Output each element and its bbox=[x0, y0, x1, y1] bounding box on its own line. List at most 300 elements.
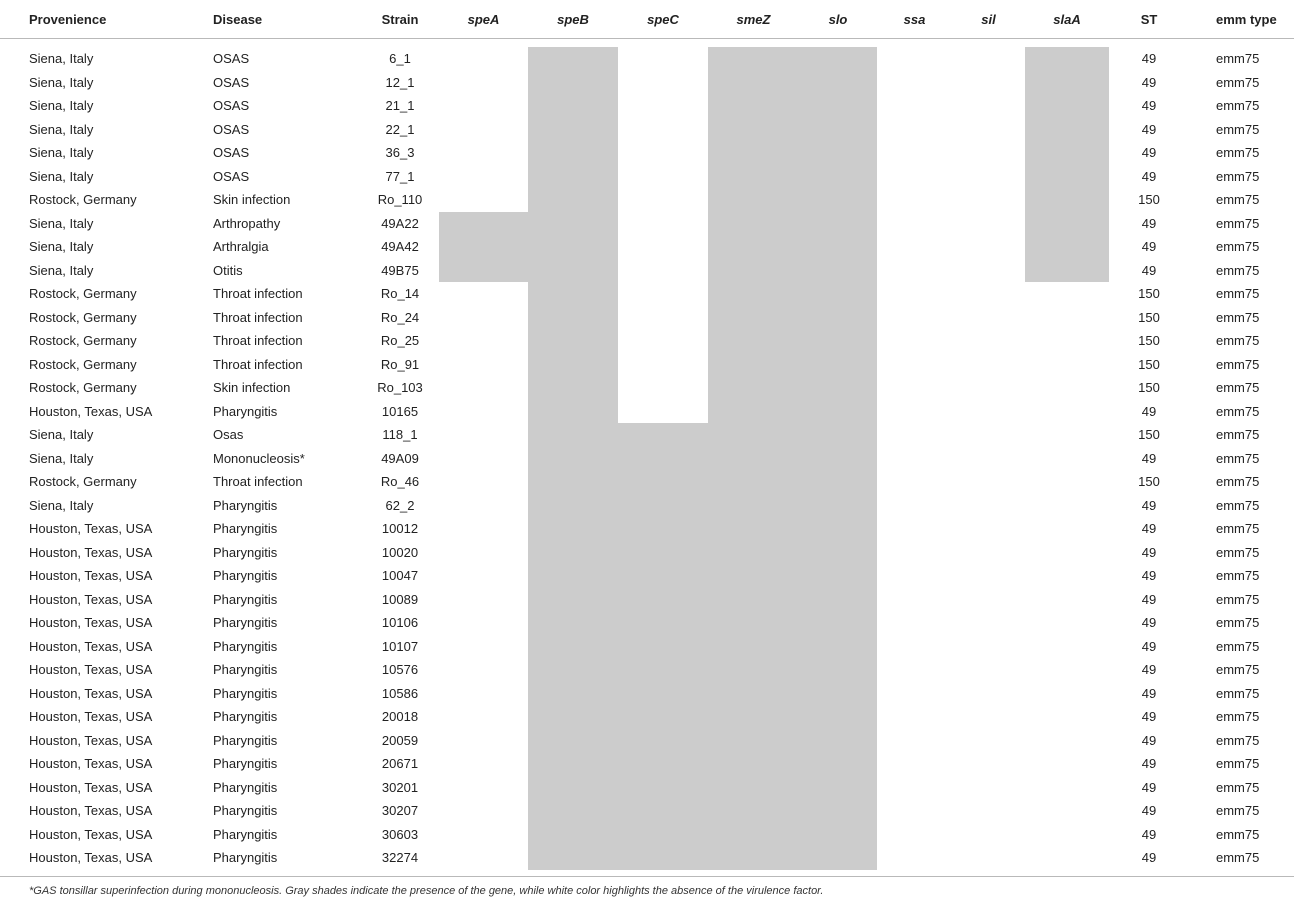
gene-present-spec bbox=[618, 682, 708, 705]
gene-present-speb bbox=[528, 541, 618, 564]
cell-st: 49 bbox=[1141, 263, 1157, 278]
cell-strain: 10047 bbox=[381, 568, 419, 583]
cell-emm: emm75 bbox=[1216, 686, 1260, 701]
gene-present-speb bbox=[528, 329, 618, 353]
cell-strain: 10106 bbox=[381, 615, 419, 630]
gene-present-speb bbox=[528, 188, 618, 212]
gene-present-speb bbox=[528, 799, 618, 823]
gene-present-smez bbox=[708, 447, 799, 470]
gene-present-slo bbox=[799, 658, 877, 682]
cell-strain: 30603 bbox=[381, 827, 419, 842]
cell-emm: emm75 bbox=[1216, 733, 1260, 748]
cell-strain: Ro_110 bbox=[377, 192, 423, 207]
cell-st: 49 bbox=[1141, 498, 1157, 513]
cell-strain: 10107 bbox=[381, 639, 419, 654]
cell-strain: 10586 bbox=[381, 686, 419, 701]
cell-strain: Ro_91 bbox=[380, 357, 420, 372]
gene-present-slo bbox=[799, 588, 877, 611]
cell-emm: emm75 bbox=[1216, 427, 1260, 442]
cell-st: 49 bbox=[1141, 615, 1157, 630]
gene-present-spec bbox=[618, 729, 708, 752]
cell-provenience: Siena, Italy bbox=[29, 51, 94, 66]
cell-st: 49 bbox=[1141, 521, 1157, 536]
cell-emm: emm75 bbox=[1216, 615, 1260, 630]
cell-emm: emm75 bbox=[1216, 474, 1260, 489]
cell-provenience: Houston, Texas, USA bbox=[29, 639, 153, 654]
cell-provenience: Houston, Texas, USA bbox=[29, 545, 153, 560]
cell-disease: Throat infection bbox=[213, 357, 303, 372]
cell-emm: emm75 bbox=[1216, 263, 1260, 278]
cell-provenience: Siena, Italy bbox=[29, 122, 94, 137]
table-footnote: *GAS tonsillar superinfection during mononucleosis. Gray shades indicate the presence of the gene, while white color highlights the absence of the virulence factor. bbox=[29, 885, 824, 897]
gene-present-speb bbox=[528, 494, 618, 517]
gene-present-spec bbox=[618, 846, 708, 870]
cell-provenience: Siena, Italy bbox=[29, 451, 94, 466]
cell-st: 49 bbox=[1141, 404, 1157, 419]
cell-st: 150 bbox=[1138, 357, 1160, 372]
cell-strain: 10165 bbox=[381, 404, 419, 419]
cell-disease: Pharyngitis bbox=[213, 545, 278, 560]
gene-present-spec bbox=[618, 658, 708, 682]
gene-present-speb bbox=[528, 447, 618, 470]
gene-present-speb bbox=[528, 564, 618, 588]
cell-strain: 49A22 bbox=[381, 216, 419, 231]
gene-present-smez bbox=[708, 752, 799, 776]
cell-st: 49 bbox=[1141, 709, 1157, 724]
cell-disease: OSAS bbox=[213, 145, 250, 160]
cell-provenience: Siena, Italy bbox=[29, 216, 94, 231]
gene-present-speb bbox=[528, 729, 618, 752]
gene-present-spea bbox=[439, 235, 528, 259]
cell-strain: 10576 bbox=[381, 662, 419, 677]
cell-provenience: Rostock, Germany bbox=[29, 310, 137, 325]
gene-present-slaa bbox=[1025, 47, 1109, 71]
gene-present-spec bbox=[618, 611, 708, 635]
gene-present-smez bbox=[708, 494, 799, 517]
column-header-emm: emm type bbox=[1216, 12, 1277, 27]
cell-st: 49 bbox=[1141, 780, 1157, 795]
gene-present-slo bbox=[799, 235, 877, 259]
gene-present-slo bbox=[799, 799, 877, 823]
gene-present-smez bbox=[708, 188, 799, 212]
cell-strain: Ro_25 bbox=[380, 333, 420, 348]
cell-disease: OSAS bbox=[213, 98, 250, 113]
cell-provenience: Siena, Italy bbox=[29, 169, 94, 184]
gene-present-slo bbox=[799, 400, 877, 423]
cell-st: 150 bbox=[1138, 192, 1160, 207]
gene-present-slo bbox=[799, 611, 877, 635]
gene-present-speb bbox=[528, 376, 618, 400]
cell-provenience: Houston, Texas, USA bbox=[29, 780, 153, 795]
gene-present-slo bbox=[799, 306, 877, 329]
cell-provenience: Siena, Italy bbox=[29, 98, 94, 113]
gene-present-slo bbox=[799, 517, 877, 541]
cell-provenience: Siena, Italy bbox=[29, 498, 94, 513]
cell-strain: 49A09 bbox=[381, 451, 419, 466]
gene-present-spec bbox=[618, 470, 708, 494]
cell-disease: Pharyngitis bbox=[213, 498, 278, 513]
cell-provenience: Houston, Texas, USA bbox=[29, 615, 153, 630]
cell-disease: Osas bbox=[213, 427, 244, 442]
cell-provenience: Rostock, Germany bbox=[29, 192, 137, 207]
cell-provenience: Houston, Texas, USA bbox=[29, 568, 153, 583]
cell-emm: emm75 bbox=[1216, 404, 1260, 419]
cell-provenience: Houston, Texas, USA bbox=[29, 709, 153, 724]
gene-present-slo bbox=[799, 329, 877, 353]
cell-disease: Pharyngitis bbox=[213, 827, 278, 842]
gene-present-slo bbox=[799, 470, 877, 494]
gene-present-smez bbox=[708, 564, 799, 588]
cell-st: 150 bbox=[1138, 474, 1160, 489]
cell-provenience: Houston, Texas, USA bbox=[29, 592, 153, 607]
cell-disease: Mononucleosis* bbox=[213, 451, 305, 466]
cell-emm: emm75 bbox=[1216, 51, 1260, 66]
gene-present-slo bbox=[799, 423, 877, 447]
gene-present-spec bbox=[618, 588, 708, 611]
gene-present-smez bbox=[708, 71, 799, 94]
cell-disease: OSAS bbox=[213, 51, 250, 66]
cell-strain: 118_1 bbox=[382, 427, 418, 442]
gene-present-speb bbox=[528, 94, 618, 118]
gene-present-speb bbox=[528, 165, 618, 188]
gene-present-smez bbox=[708, 541, 799, 564]
cell-st: 150 bbox=[1138, 333, 1160, 348]
gene-present-smez bbox=[708, 118, 799, 141]
cell-disease: Arthropathy bbox=[213, 216, 281, 231]
column-header-spec: speC bbox=[647, 12, 679, 27]
cell-st: 150 bbox=[1138, 310, 1160, 325]
cell-st: 150 bbox=[1138, 380, 1160, 395]
gene-present-slo bbox=[799, 846, 877, 870]
gene-present-slaa bbox=[1025, 118, 1109, 141]
cell-strain: 21_1 bbox=[385, 98, 415, 113]
cell-disease: Throat infection bbox=[213, 333, 303, 348]
header-rule bbox=[0, 38, 1294, 39]
gene-present-smez bbox=[708, 635, 799, 658]
gene-present-slo bbox=[799, 188, 877, 212]
gene-present-smez bbox=[708, 823, 799, 846]
cell-st: 49 bbox=[1141, 639, 1157, 654]
cell-st: 49 bbox=[1141, 451, 1157, 466]
gene-present-slaa bbox=[1025, 259, 1109, 282]
cell-disease: Pharyngitis bbox=[213, 733, 278, 748]
cell-disease: Pharyngitis bbox=[213, 709, 278, 724]
cell-disease: Pharyngitis bbox=[213, 404, 278, 419]
gene-present-speb bbox=[528, 47, 618, 71]
cell-st: 49 bbox=[1141, 216, 1157, 231]
column-header-speb: speB bbox=[557, 12, 589, 27]
cell-provenience: Siena, Italy bbox=[29, 145, 94, 160]
cell-st: 49 bbox=[1141, 803, 1157, 818]
gene-present-smez bbox=[708, 282, 799, 306]
gene-present-smez bbox=[708, 141, 799, 165]
gene-present-spec bbox=[618, 823, 708, 846]
cell-disease: Pharyngitis bbox=[213, 568, 278, 583]
gene-present-speb bbox=[528, 517, 618, 541]
gene-present-spec bbox=[618, 517, 708, 541]
gene-present-smez bbox=[708, 165, 799, 188]
cell-provenience: Rostock, Germany bbox=[29, 380, 137, 395]
gene-present-slo bbox=[799, 447, 877, 470]
cell-strain: 10020 bbox=[381, 545, 419, 560]
gene-present-slo bbox=[799, 682, 877, 705]
gene-present-spec bbox=[618, 564, 708, 588]
gene-present-slaa bbox=[1025, 141, 1109, 165]
gene-present-speb bbox=[528, 611, 618, 635]
cell-disease: OSAS bbox=[213, 122, 250, 137]
gene-present-smez bbox=[708, 235, 799, 259]
gene-present-speb bbox=[528, 635, 618, 658]
gene-present-smez bbox=[708, 611, 799, 635]
column-header-provenience: Provenience bbox=[29, 12, 107, 27]
cell-provenience: Siena, Italy bbox=[29, 263, 94, 278]
cell-disease: Arthralgia bbox=[213, 239, 269, 254]
gene-present-smez bbox=[708, 776, 799, 799]
cell-emm: emm75 bbox=[1216, 98, 1260, 113]
cell-emm: emm75 bbox=[1216, 827, 1260, 842]
cell-strain: 30201 bbox=[381, 780, 419, 795]
cell-st: 49 bbox=[1141, 827, 1157, 842]
cell-disease: Pharyngitis bbox=[213, 850, 278, 865]
gene-present-speb bbox=[528, 306, 618, 329]
cell-emm: emm75 bbox=[1216, 239, 1260, 254]
cell-emm: emm75 bbox=[1216, 357, 1260, 372]
cell-strain: 12_1 bbox=[385, 75, 415, 90]
gene-present-spec bbox=[618, 541, 708, 564]
cell-emm: emm75 bbox=[1216, 169, 1260, 184]
cell-st: 49 bbox=[1141, 51, 1157, 66]
cell-st: 49 bbox=[1141, 75, 1157, 90]
column-header-disease: Disease bbox=[213, 12, 263, 27]
gene-present-smez bbox=[708, 47, 799, 71]
gene-present-smez bbox=[708, 658, 799, 682]
cell-provenience: Houston, Texas, USA bbox=[29, 404, 153, 419]
cell-provenience: Rostock, Germany bbox=[29, 333, 137, 348]
gene-present-smez bbox=[708, 353, 799, 376]
gene-present-speb bbox=[528, 282, 618, 306]
cell-strain: Ro_24 bbox=[380, 310, 420, 325]
gene-present-speb bbox=[528, 423, 618, 447]
cell-emm: emm75 bbox=[1216, 850, 1260, 865]
gene-present-slo bbox=[799, 353, 877, 376]
cell-disease: Throat infection bbox=[213, 474, 303, 489]
cell-provenience: Houston, Texas, USA bbox=[29, 733, 153, 748]
cell-strain: 36_3 bbox=[385, 145, 415, 160]
cell-emm: emm75 bbox=[1216, 75, 1260, 90]
gene-present-slo bbox=[799, 564, 877, 588]
gene-present-speb bbox=[528, 705, 618, 729]
cell-strain: Ro_103 bbox=[377, 380, 423, 395]
cell-strain: 32274 bbox=[381, 850, 419, 865]
cell-emm: emm75 bbox=[1216, 286, 1260, 301]
cell-emm: emm75 bbox=[1216, 498, 1260, 513]
gene-present-slo bbox=[799, 94, 877, 118]
gene-present-slaa bbox=[1025, 212, 1109, 235]
gene-present-slaa bbox=[1025, 235, 1109, 259]
bottom-rule bbox=[0, 876, 1294, 877]
cell-strain: Ro_46 bbox=[380, 474, 420, 489]
gene-present-speb bbox=[528, 682, 618, 705]
gene-present-slo bbox=[799, 165, 877, 188]
cell-strain: Ro_14 bbox=[380, 286, 420, 301]
gene-present-speb bbox=[528, 588, 618, 611]
cell-strain: 20018 bbox=[381, 709, 419, 724]
gene-present-smez bbox=[708, 212, 799, 235]
cell-strain: 20059 bbox=[381, 733, 419, 748]
cell-provenience: Houston, Texas, USA bbox=[29, 756, 153, 771]
cell-emm: emm75 bbox=[1216, 216, 1260, 231]
gene-present-slo bbox=[799, 823, 877, 846]
cell-strain: 77_1 bbox=[385, 169, 415, 184]
cell-disease: Pharyngitis bbox=[213, 592, 278, 607]
column-header-ssa: ssa bbox=[903, 12, 926, 27]
cell-disease: Otitis bbox=[213, 263, 243, 278]
gene-present-slaa bbox=[1025, 188, 1109, 212]
cell-st: 49 bbox=[1141, 686, 1157, 701]
cell-emm: emm75 bbox=[1216, 333, 1260, 348]
gene-present-speb bbox=[528, 353, 618, 376]
gene-present-speb bbox=[528, 141, 618, 165]
gene-present-spec bbox=[618, 494, 708, 517]
gene-present-smez bbox=[708, 588, 799, 611]
gene-present-smez bbox=[708, 846, 799, 870]
cell-emm: emm75 bbox=[1216, 639, 1260, 654]
cell-st: 49 bbox=[1141, 122, 1157, 137]
gene-present-smez bbox=[708, 423, 799, 447]
gene-present-spec bbox=[618, 776, 708, 799]
cell-emm: emm75 bbox=[1216, 310, 1260, 325]
gene-present-slo bbox=[799, 541, 877, 564]
cell-emm: emm75 bbox=[1216, 709, 1260, 724]
gene-present-speb bbox=[528, 400, 618, 423]
gene-present-smez bbox=[708, 259, 799, 282]
cell-st: 49 bbox=[1141, 145, 1157, 160]
cell-st: 49 bbox=[1141, 850, 1157, 865]
cell-emm: emm75 bbox=[1216, 803, 1260, 818]
cell-strain: 49B75 bbox=[381, 263, 419, 278]
gene-present-smez bbox=[708, 94, 799, 118]
gene-present-slo bbox=[799, 71, 877, 94]
gene-present-smez bbox=[708, 306, 799, 329]
gene-present-slo bbox=[799, 494, 877, 517]
gene-present-slo bbox=[799, 376, 877, 400]
gene-present-slo bbox=[799, 729, 877, 752]
gene-present-slaa bbox=[1025, 71, 1109, 94]
cell-emm: emm75 bbox=[1216, 380, 1260, 395]
gene-present-speb bbox=[528, 212, 618, 235]
gene-present-smez bbox=[708, 400, 799, 423]
gene-present-smez bbox=[708, 517, 799, 541]
cell-provenience: Rostock, Germany bbox=[29, 357, 137, 372]
cell-strain: 6_1 bbox=[389, 51, 411, 66]
cell-provenience: Siena, Italy bbox=[29, 427, 94, 442]
column-header-sil: sil bbox=[981, 12, 996, 27]
cell-emm: emm75 bbox=[1216, 568, 1260, 583]
gene-present-slo bbox=[799, 259, 877, 282]
gene-present-slo bbox=[799, 705, 877, 729]
cell-st: 49 bbox=[1141, 756, 1157, 771]
cell-disease: Pharyngitis bbox=[213, 521, 278, 536]
column-header-spea: speA bbox=[467, 12, 500, 27]
gene-present-slo bbox=[799, 212, 877, 235]
gene-present-spec bbox=[618, 752, 708, 776]
cell-provenience: Houston, Texas, USA bbox=[29, 686, 153, 701]
cell-provenience: Houston, Texas, USA bbox=[29, 803, 153, 818]
cell-strain: 49A42 bbox=[381, 239, 419, 254]
cell-st: 49 bbox=[1141, 568, 1157, 583]
gene-present-slaa bbox=[1025, 165, 1109, 188]
cell-provenience: Houston, Texas, USA bbox=[29, 827, 153, 842]
cell-strain: 30207 bbox=[381, 803, 419, 818]
cell-provenience: Siena, Italy bbox=[29, 75, 94, 90]
cell-strain: 22_1 bbox=[385, 122, 415, 137]
cell-st: 49 bbox=[1141, 545, 1157, 560]
gene-present-speb bbox=[528, 259, 618, 282]
cell-st: 49 bbox=[1141, 169, 1157, 184]
gene-present-spec bbox=[618, 635, 708, 658]
gene-present-slo bbox=[799, 776, 877, 799]
gene-present-slaa bbox=[1025, 94, 1109, 118]
cell-provenience: Houston, Texas, USA bbox=[29, 521, 153, 536]
cell-emm: emm75 bbox=[1216, 662, 1260, 677]
cell-emm: emm75 bbox=[1216, 592, 1260, 607]
cell-disease: Skin infection bbox=[213, 192, 291, 207]
cell-provenience: Siena, Italy bbox=[29, 239, 94, 254]
gene-present-speb bbox=[528, 470, 618, 494]
cell-provenience: Rostock, Germany bbox=[29, 474, 137, 489]
cell-disease: Pharyngitis bbox=[213, 662, 278, 677]
cell-emm: emm75 bbox=[1216, 192, 1260, 207]
gene-present-slo bbox=[799, 752, 877, 776]
cell-st: 150 bbox=[1138, 427, 1160, 442]
gene-present-speb bbox=[528, 71, 618, 94]
cell-disease: Pharyngitis bbox=[213, 615, 278, 630]
cell-emm: emm75 bbox=[1216, 145, 1260, 160]
gene-present-speb bbox=[528, 776, 618, 799]
gene-present-smez bbox=[708, 329, 799, 353]
cell-strain: 62_2 bbox=[385, 498, 415, 513]
gene-present-speb bbox=[528, 846, 618, 870]
cell-st: 150 bbox=[1138, 286, 1160, 301]
cell-emm: emm75 bbox=[1216, 545, 1260, 560]
column-header-slo: slo bbox=[828, 12, 848, 27]
gene-present-speb bbox=[528, 118, 618, 141]
gene-present-speb bbox=[528, 752, 618, 776]
gene-present-smez bbox=[708, 729, 799, 752]
cell-st: 49 bbox=[1141, 733, 1157, 748]
gene-present-spec bbox=[618, 447, 708, 470]
gene-present-slo bbox=[799, 282, 877, 306]
cell-emm: emm75 bbox=[1216, 451, 1260, 466]
cell-st: 49 bbox=[1141, 98, 1157, 113]
gene-present-spec bbox=[618, 799, 708, 823]
cell-st: 49 bbox=[1141, 592, 1157, 607]
column-header-st: ST bbox=[1140, 12, 1158, 27]
gene-present-speb bbox=[528, 823, 618, 846]
cell-emm: emm75 bbox=[1216, 780, 1260, 795]
cell-disease: OSAS bbox=[213, 169, 250, 184]
gene-present-spec bbox=[618, 705, 708, 729]
cell-disease: Pharyngitis bbox=[213, 803, 278, 818]
gene-present-slo bbox=[799, 141, 877, 165]
gene-present-smez bbox=[708, 682, 799, 705]
gene-present-speb bbox=[528, 658, 618, 682]
gene-present-spea bbox=[439, 259, 528, 282]
cell-provenience: Houston, Texas, USA bbox=[29, 850, 153, 865]
gene-present-slo bbox=[799, 118, 877, 141]
cell-provenience: Rostock, Germany bbox=[29, 286, 137, 301]
cell-st: 49 bbox=[1141, 239, 1157, 254]
